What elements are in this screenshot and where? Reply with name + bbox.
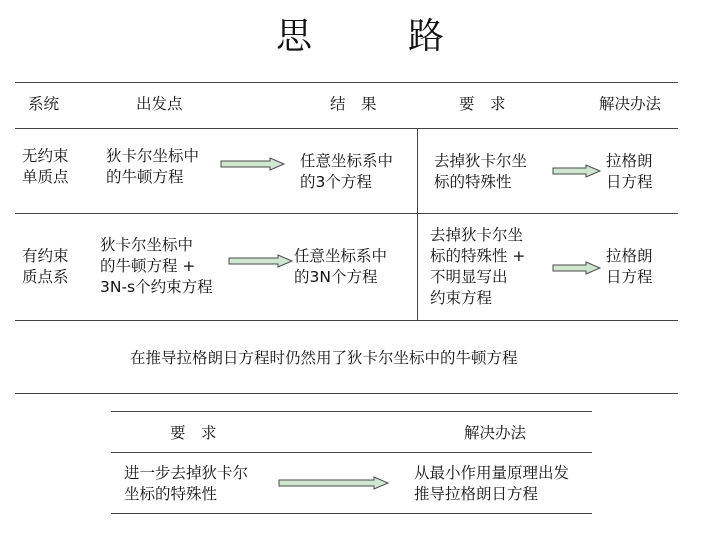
- row2-result: 任意坐标系中 的3N个方程: [294, 247, 388, 286]
- header-start: 出发点: [136, 95, 183, 113]
- row1-start: 狄卡尔坐标中 的牛顿方程: [106, 147, 200, 186]
- row2-requirement: 去掉狄卡尔坐 标的特殊性 + 不明显写出 约束方程: [430, 226, 526, 307]
- table2-header-solution: 解决办法: [464, 424, 527, 442]
- page-title: 思 路: [275, 16, 474, 57]
- row1-arrow-1-icon: [220, 157, 286, 171]
- row1-solution: 拉格朗 日方程: [606, 152, 653, 191]
- table2-header-rule: [111, 452, 592, 453]
- table2-top-rule: [111, 411, 592, 412]
- table1-bottom-rule: [15, 320, 678, 321]
- table1-row-divider: [15, 213, 678, 214]
- table1-column-divider: [417, 128, 418, 320]
- header-requirement: 要 求: [459, 95, 506, 113]
- row2-system: 有约束 质点系: [22, 247, 69, 286]
- table2-header-requirement: 要 求: [170, 424, 217, 442]
- row2-arrow-2-icon: [552, 261, 602, 275]
- table1-top-rule: [15, 82, 678, 83]
- table2-arrow-icon: [278, 476, 390, 490]
- table2-bottom-rule: [111, 513, 592, 514]
- note-text: 在推导拉格朗日方程时仍然用了狄卡尔坐标中的牛顿方程: [130, 349, 518, 367]
- row1-requirement: 去掉狄卡尔坐 标的特殊性: [434, 152, 528, 191]
- row1-result: 任意坐标系中 的3个方程: [300, 152, 394, 191]
- row2-arrow-1-icon: [228, 254, 294, 268]
- row2-solution: 拉格朗 日方程: [606, 247, 653, 286]
- header-result: 结 果: [330, 95, 377, 113]
- note-rule: [15, 393, 678, 394]
- row1-arrow-2-icon: [552, 164, 602, 178]
- header-system: 系统: [28, 95, 60, 113]
- row2-start: 狄卡尔坐标中 的牛顿方程 + 3N-s个约束方程: [100, 236, 213, 296]
- row1-system: 无约束 单质点: [22, 147, 69, 186]
- table2-requirement: 进一步去掉狄卡尔 坐标的特殊性: [124, 464, 249, 503]
- table1-header-rule: [15, 128, 678, 129]
- header-solution: 解决办法: [599, 95, 662, 113]
- table2-solution: 从最小作用量原理出发 推导拉格朗日方程: [414, 464, 570, 503]
